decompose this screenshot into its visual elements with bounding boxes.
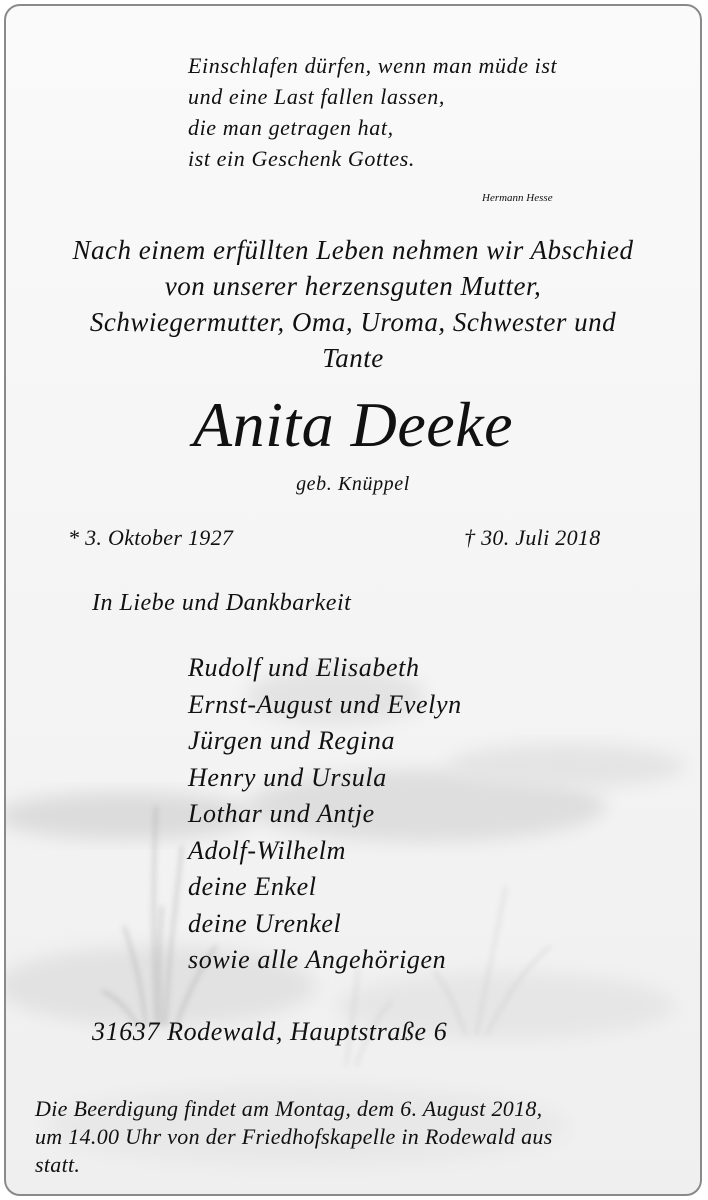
poem xyxy=(188,50,557,174)
birth-date: * 3. Oktober 1927 xyxy=(68,525,234,550)
mourner-name: Jürgen und Regina xyxy=(188,726,396,755)
mourner-name: sowie alle Angehörigen xyxy=(188,945,447,974)
poem-line: die man getragen hat, xyxy=(188,115,394,140)
address: 31637 Rodewald, Hauptstraße 6 xyxy=(92,1017,448,1046)
mourners-list xyxy=(188,650,462,979)
mourners-heading: In Liebe und Dankbarkeit xyxy=(92,590,352,616)
death-date: † 30. Juli 2018 xyxy=(464,525,601,550)
mourner-name: Henry und Ursula xyxy=(188,762,387,792)
intro-line: von unserer herzensguten Mutter, xyxy=(164,271,542,301)
poem-line: und eine Last fallen lassen, xyxy=(188,84,445,109)
funeral-line: um 14.00 Uhr von der Friedhofskapelle in Rodewald aus xyxy=(35,1124,553,1149)
farewell-intro xyxy=(6,232,700,376)
funeral-line: Die Beerdigung findet am Montag, dem 6. August 2018, xyxy=(35,1096,543,1121)
funeral-line: statt. xyxy=(35,1152,81,1177)
mourner-name: Lothar und Antje xyxy=(188,799,375,828)
intro-line: Schwiegermutter, Oma, Uroma, Schwester und xyxy=(89,307,617,337)
funeral-info xyxy=(35,1095,685,1179)
mourner-name: Rudolf und Elisabeth xyxy=(188,653,420,682)
maiden-name: geb. Knüppel xyxy=(296,473,410,495)
deceased-name: Anita Deeke xyxy=(193,389,513,460)
intro-line: Tante xyxy=(322,343,384,373)
mourner-name: deine Enkel xyxy=(188,872,317,901)
mourner-name: Adolf-Wilhelm xyxy=(188,835,346,865)
mourner-name: Ernst-August und Evelyn xyxy=(188,689,462,719)
intro-line: Nach einem erfüllten Leben nehmen wir Abschied xyxy=(72,235,634,265)
poem-author: Hermann Hesse xyxy=(482,192,553,204)
poem-line: Einschlafen dürfen, wenn man müde ist xyxy=(188,53,558,78)
poem-line: ist ein Geschenk Gottes. xyxy=(188,146,416,171)
obituary-notice xyxy=(4,4,702,1196)
mourner-name: deine Urenkel xyxy=(188,908,342,938)
